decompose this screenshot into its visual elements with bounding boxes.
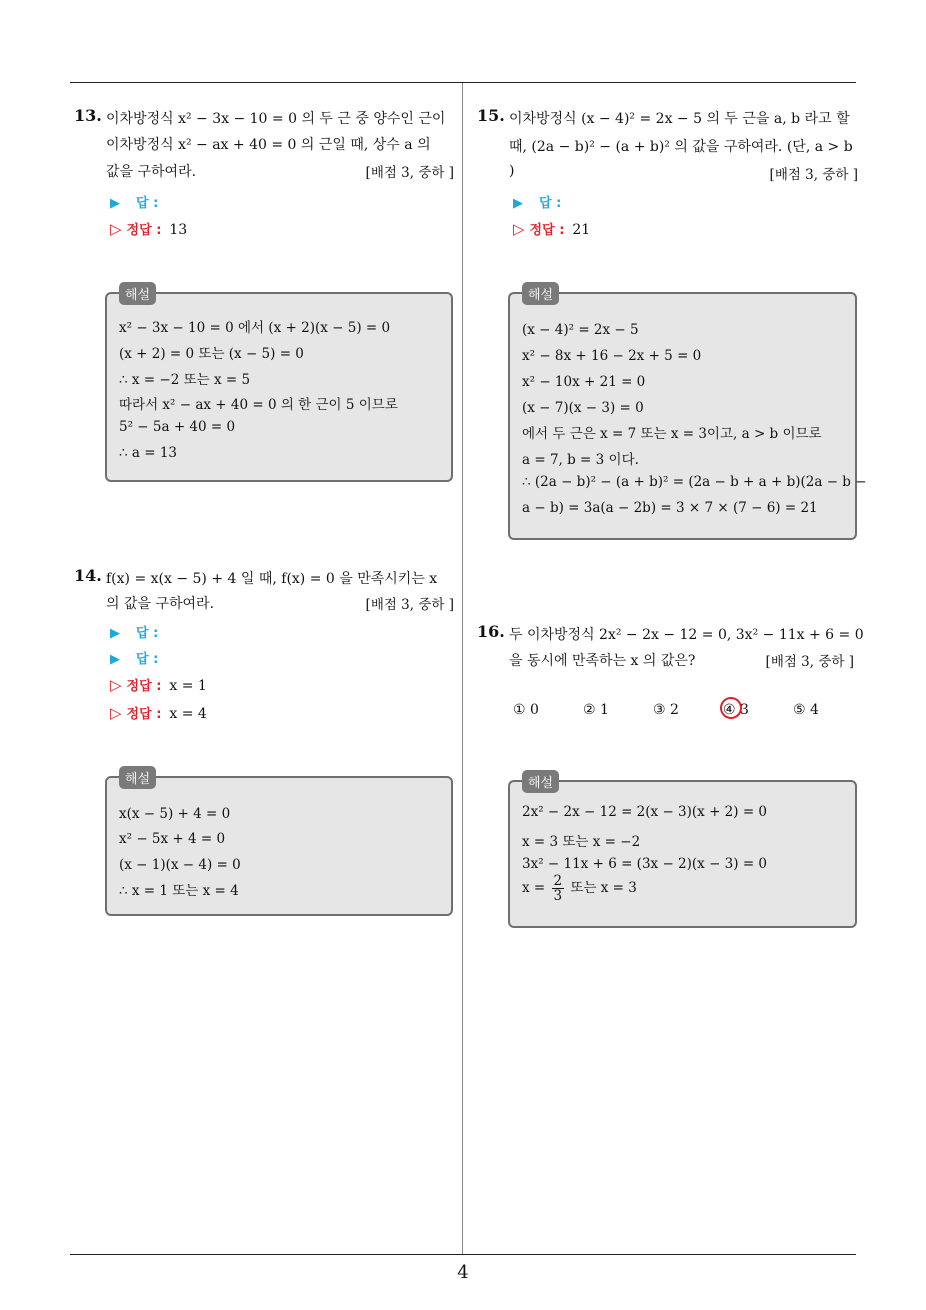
column-divider bbox=[462, 83, 463, 1254]
solution-line: (x + 2) = 0 또는 (x − 5) = 0 bbox=[119, 346, 304, 362]
correct-answer: 13 bbox=[169, 222, 188, 238]
solution-line: x² − 3x − 10 = 0 에서 (x + 2)(x − 5) = 0 bbox=[119, 320, 391, 336]
fraction-denominator: 3 bbox=[553, 888, 563, 904]
solution-tag: 해설 bbox=[119, 282, 156, 305]
fraction-suffix: 또는 x = 3 bbox=[570, 880, 637, 896]
play-icon: ▶ bbox=[110, 652, 120, 667]
solution-line: (x − 4)² = 2x − 5 bbox=[522, 322, 639, 338]
solution-line: 5² − 5a + 40 = 0 bbox=[119, 419, 236, 435]
solution-line: a = 7, b = 3 이다. bbox=[522, 452, 639, 468]
points-badge: [배점 3, 중하 ] bbox=[765, 654, 854, 670]
correct-answer: x = 1 bbox=[169, 678, 207, 694]
correct-row bbox=[110, 675, 207, 694]
solution-box bbox=[105, 288, 453, 482]
solution-box bbox=[508, 288, 867, 540]
question-line: 을 동시에 만족하는 x 의 값은? bbox=[509, 653, 696, 669]
answer-row bbox=[513, 192, 561, 211]
play-icon: ▶ bbox=[110, 196, 120, 211]
solution-line: ∴ a = 13 bbox=[119, 445, 178, 461]
problem-13 bbox=[74, 106, 454, 486]
solution-line: x² − 5x + 4 = 0 bbox=[119, 831, 226, 847]
question-line: 때, (2a − b)² − (a + b)² 의 값을 구하여라. (단, a > b bbox=[509, 139, 853, 155]
answer-label: 답 : bbox=[136, 626, 159, 641]
points-badge: [배점 3, 중하 ] bbox=[365, 165, 454, 181]
solution-line: ∴ x = 1 또는 x = 4 bbox=[119, 883, 239, 899]
choice-3[interactable]: ③ 2 bbox=[653, 702, 679, 718]
answer-label: 답 : bbox=[136, 652, 159, 667]
points-badge: [배점 3, 중하 ] bbox=[365, 597, 454, 613]
solution-line: ∴ (2a − b)² − (a + b)² = (2a − b + a + b)(2a − b − bbox=[522, 474, 867, 490]
play-icon: ▶ bbox=[110, 626, 120, 641]
answer-label: 답 : bbox=[136, 196, 159, 211]
solution-line-fraction bbox=[522, 874, 637, 903]
question-line: ) bbox=[509, 163, 515, 179]
fraction-prefix: x = bbox=[522, 880, 546, 896]
problem-number: 14. bbox=[74, 566, 102, 585]
problem-number: 16. bbox=[477, 622, 505, 641]
question-line: 의 값을 구하여라. bbox=[106, 596, 215, 612]
answer-row bbox=[110, 648, 158, 667]
solution-line: (x − 7)(x − 3) = 0 bbox=[522, 400, 644, 416]
problem-16 bbox=[477, 622, 864, 932]
question-line: 이차방정식 (x − 4)² = 2x − 5 의 두 근을 a, b 라고 할 bbox=[509, 111, 850, 127]
answer-label: 답 : bbox=[539, 196, 562, 211]
top-rule bbox=[70, 82, 856, 83]
problem-15 bbox=[477, 106, 867, 542]
solution-line: (x − 1)(x − 4) = 0 bbox=[119, 857, 241, 873]
solution-line: a − b) = 3a(a − 2b) = 3 × 7 × (7 − 6) = 21 bbox=[522, 500, 818, 516]
solution-box bbox=[105, 772, 453, 916]
points-badge: [배점 3, 중하 ] bbox=[769, 167, 858, 183]
page-number: 4 bbox=[457, 1262, 469, 1283]
correct-row bbox=[110, 703, 207, 722]
question-line: f(x) = x(x − 5) + 4 일 때, f(x) = 0 을 만족시키는 x bbox=[106, 571, 438, 587]
correct-answer: x = 4 bbox=[169, 706, 207, 722]
solution-line: 3x² − 11x + 6 = (3x − 2)(x − 3) = 0 bbox=[522, 856, 768, 872]
solution-line: x² − 8x + 16 − 2x + 5 = 0 bbox=[522, 348, 702, 364]
problem-number: 13. bbox=[74, 106, 102, 125]
correct-label: 정답 : bbox=[529, 223, 565, 238]
question-line: 이차방정식 x² − ax + 40 = 0 의 근일 때, 상수 a 의 bbox=[106, 137, 431, 153]
fraction bbox=[552, 874, 565, 903]
correct-row bbox=[513, 219, 590, 238]
choice-1[interactable]: ① 0 bbox=[513, 702, 539, 718]
answer-row bbox=[110, 622, 158, 641]
outline-arrow-icon: ▷ bbox=[110, 676, 122, 694]
solution-line: 2x² − 2x − 12 = 2(x − 3)(x + 2) = 0 bbox=[522, 804, 768, 820]
problem-number: 15. bbox=[477, 106, 505, 125]
solution-tag: 해설 bbox=[119, 766, 156, 789]
solution-line: x(x − 5) + 4 = 0 bbox=[119, 806, 231, 822]
correct-label: 정답 : bbox=[126, 223, 162, 238]
solution-line: 에서 두 근은 x = 7 또는 x = 3이고, a > b 이므로 bbox=[522, 426, 822, 442]
choice-4[interactable]: ④ 3 bbox=[723, 702, 749, 718]
solution-box bbox=[508, 776, 857, 928]
question-line: 값을 구하여라. bbox=[106, 164, 197, 180]
choice-5[interactable]: ⑤ 4 bbox=[793, 702, 819, 718]
correct-answer: 21 bbox=[572, 222, 591, 238]
problem-14 bbox=[74, 566, 454, 918]
play-icon: ▶ bbox=[513, 196, 523, 211]
outline-arrow-icon: ▷ bbox=[110, 704, 122, 722]
outline-arrow-icon: ▷ bbox=[110, 220, 122, 238]
correct-label: 정답 : bbox=[126, 679, 162, 694]
solution-tag: 해설 bbox=[522, 770, 559, 793]
solution-tag: 해설 bbox=[522, 282, 559, 305]
correct-label: 정답 : bbox=[126, 707, 162, 722]
solution-line: x = 3 또는 x = −2 bbox=[522, 834, 641, 850]
bottom-rule bbox=[70, 1254, 856, 1255]
solution-line: ∴ x = −2 또는 x = 5 bbox=[119, 372, 251, 388]
choice-2[interactable]: ② 1 bbox=[583, 702, 609, 718]
answer-row bbox=[110, 192, 158, 211]
solution-line: 따라서 x² − ax + 40 = 0 의 한 근이 5 이므로 bbox=[119, 397, 398, 413]
question-line: 두 이차방정식 2x² − 2x − 12 = 0, 3x² − 11x + 6 = 0 bbox=[509, 627, 864, 643]
solution-line: x² − 10x + 21 = 0 bbox=[522, 374, 646, 390]
correct-row bbox=[110, 219, 187, 238]
fraction-numerator: 2 bbox=[553, 873, 563, 889]
outline-arrow-icon: ▷ bbox=[513, 220, 525, 238]
question-line: 이차방정식 x² − 3x − 10 = 0 의 두 근 중 양수인 근이 bbox=[106, 111, 446, 127]
